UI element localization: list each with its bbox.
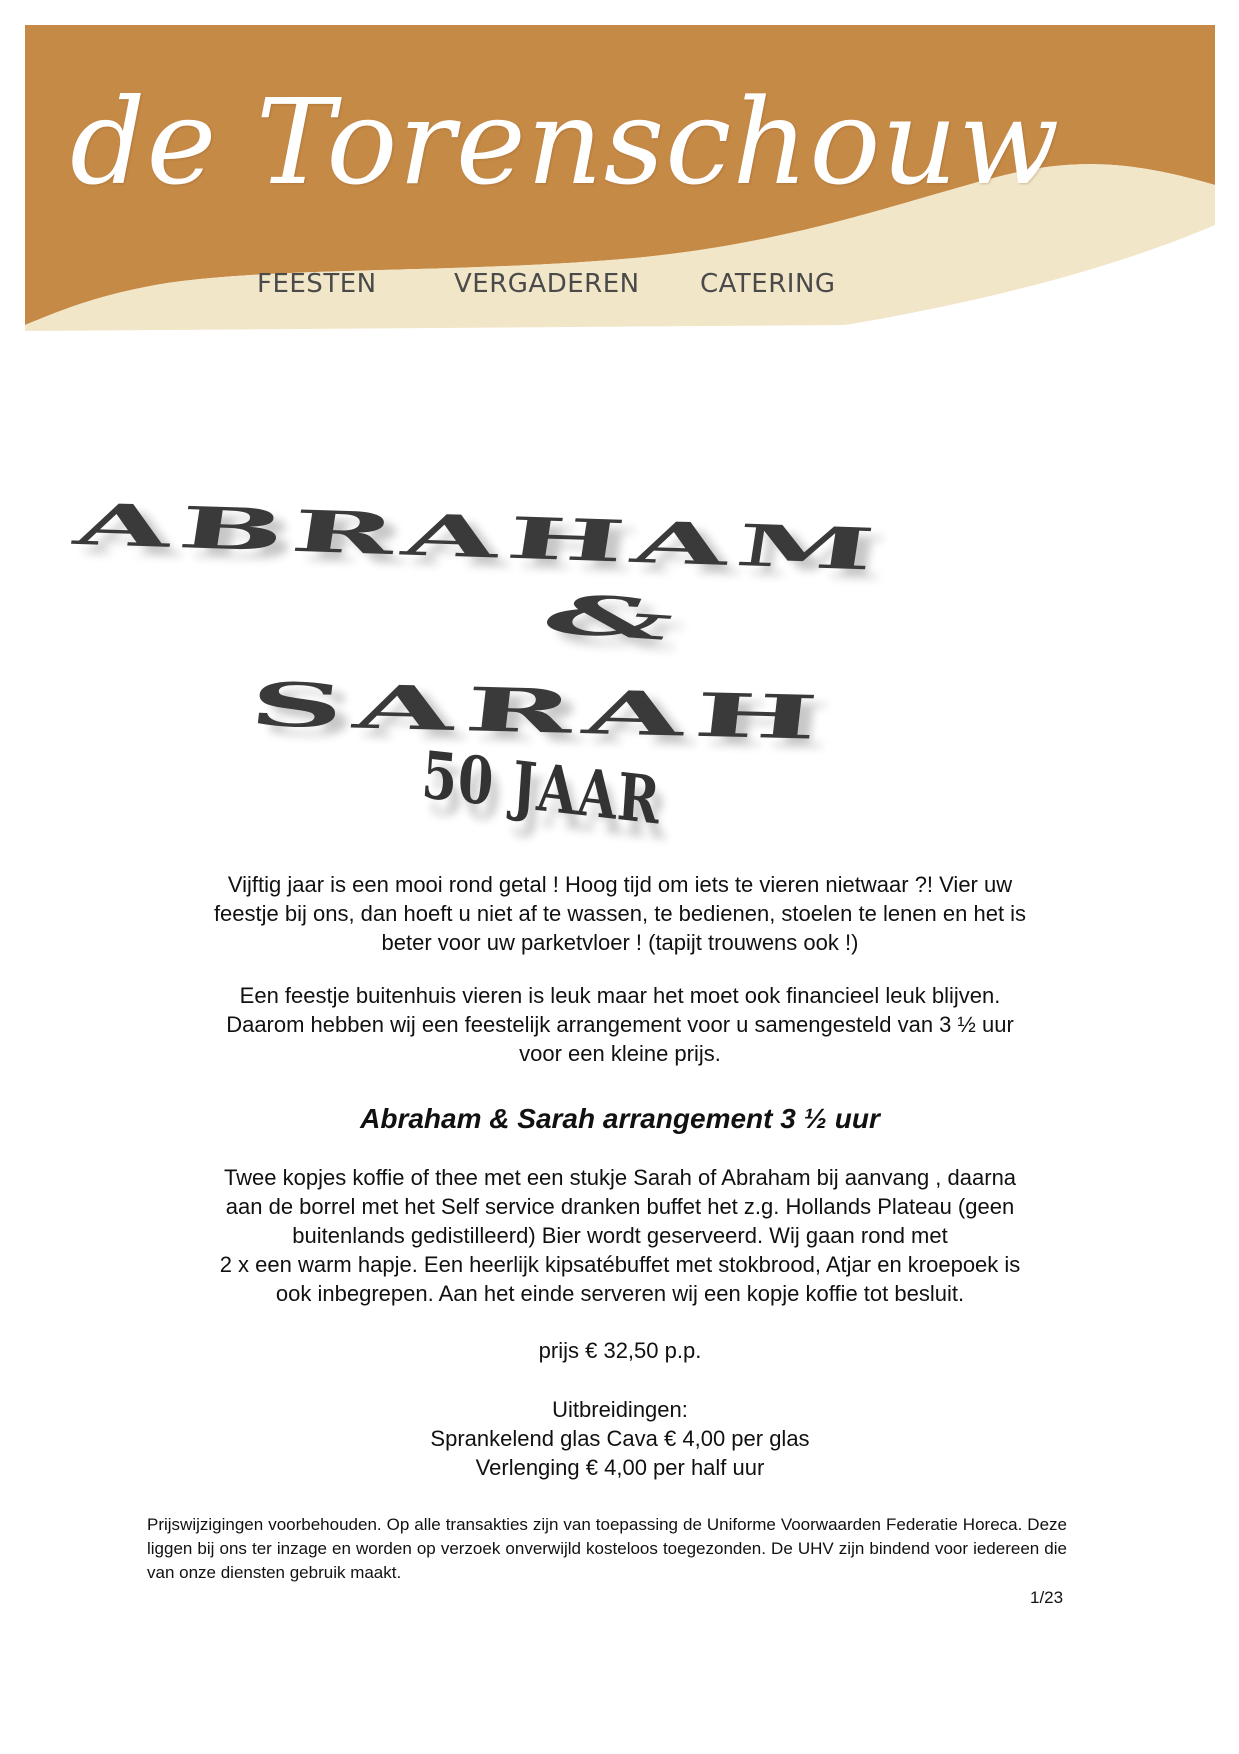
tagline-catering: CATERING: [700, 269, 836, 299]
arrangement-description: [140, 1163, 1100, 1308]
extensions-block: [140, 1395, 1100, 1482]
extension-item: Sprankelend glas Cava € 4,00 per glas: [430, 1426, 810, 1451]
price-text: prijs € 32,50 p.p.: [538, 1338, 702, 1363]
arrangement-heading: Abraham & Sarah arrangement 3 ½ uur: [360, 1103, 880, 1134]
footer-disclaimer: Prijswijzigingen voorbehouden. Op alle transakties zijn van toepassing de Uniforme Voorwaarden Federatie Horeca. Deze liggen bij ons ter inzage en worden op verzoek onverwijld kosteloos toegezonden. De UHV zijn bindend voor iedereen die van onze diensten gebruik maakt.: [147, 1515, 1067, 1582]
intro2-line: Een feestje buitenhuis vieren is leuk maar het moet ook financieel leuk blijven.: [239, 983, 1001, 1008]
intro2-line: Daarom hebben wij een feestelijk arrangement voor u samengesteld van 3 ½ uur: [226, 1012, 1014, 1037]
description-line: aan de borrel met het Self service dranken buffet het z.g. Hollands Plateau (geen: [225, 1194, 1015, 1219]
title-sarah: SARAH: [245, 668, 832, 754]
intro-paragraph: [140, 870, 1100, 957]
intro-line: beter voor uw parketvloer ! (tapijt trouwens ook !): [381, 930, 859, 955]
title-50-jaar: 50 JAAR: [419, 736, 664, 840]
intro2-line: voor een kleine prijs.: [519, 1041, 721, 1066]
intro-line: feestje bij ons, dan hoeft u niet af te wassen, te bedienen, stoelen te lenen en het is: [213, 901, 1027, 926]
extension-item: Verlenging € 4,00 per half uur: [475, 1455, 765, 1480]
description-line: ook inbegrepen. Aan het einde serveren wij een kopje koffie tot besluit.: [275, 1281, 965, 1306]
description-line: 2 x een warm hapje. Een heerlijk kipsatébuffet met stokbrood, Atjar en kroepoek is: [219, 1252, 1021, 1277]
tagline-vergaderen: VERGADEREN: [454, 269, 640, 299]
page-number: 1/23: [1030, 1588, 1064, 1607]
title-abraham: ABRAHAM: [69, 490, 887, 584]
description-line: Twee kopjes koffie of thee met een stukje Sarah of Abraham bij aanvang , daarna: [223, 1165, 1017, 1190]
letterhead-banner: [25, 25, 1215, 331]
tagline-feesten: FEESTEN: [257, 269, 377, 299]
description-line: buitenlands gedistilleerd) Bier wordt geserveerd. Wij gaan rond met: [292, 1223, 948, 1248]
title-ampersand: &: [530, 581, 688, 653]
extensions-title: Uitbreidingen:: [552, 1397, 688, 1422]
brand-logo: de Torenschouw: [70, 73, 1061, 211]
intro-line: Vijftig jaar is een mooi rond getal ! Hoog tijd om iets te vieren nietwaar ?! Vier uw: [227, 872, 1013, 897]
price-line: [140, 1336, 1100, 1365]
title-wordart: [0, 430, 1239, 850]
intro-paragraph-2: [140, 981, 1100, 1068]
